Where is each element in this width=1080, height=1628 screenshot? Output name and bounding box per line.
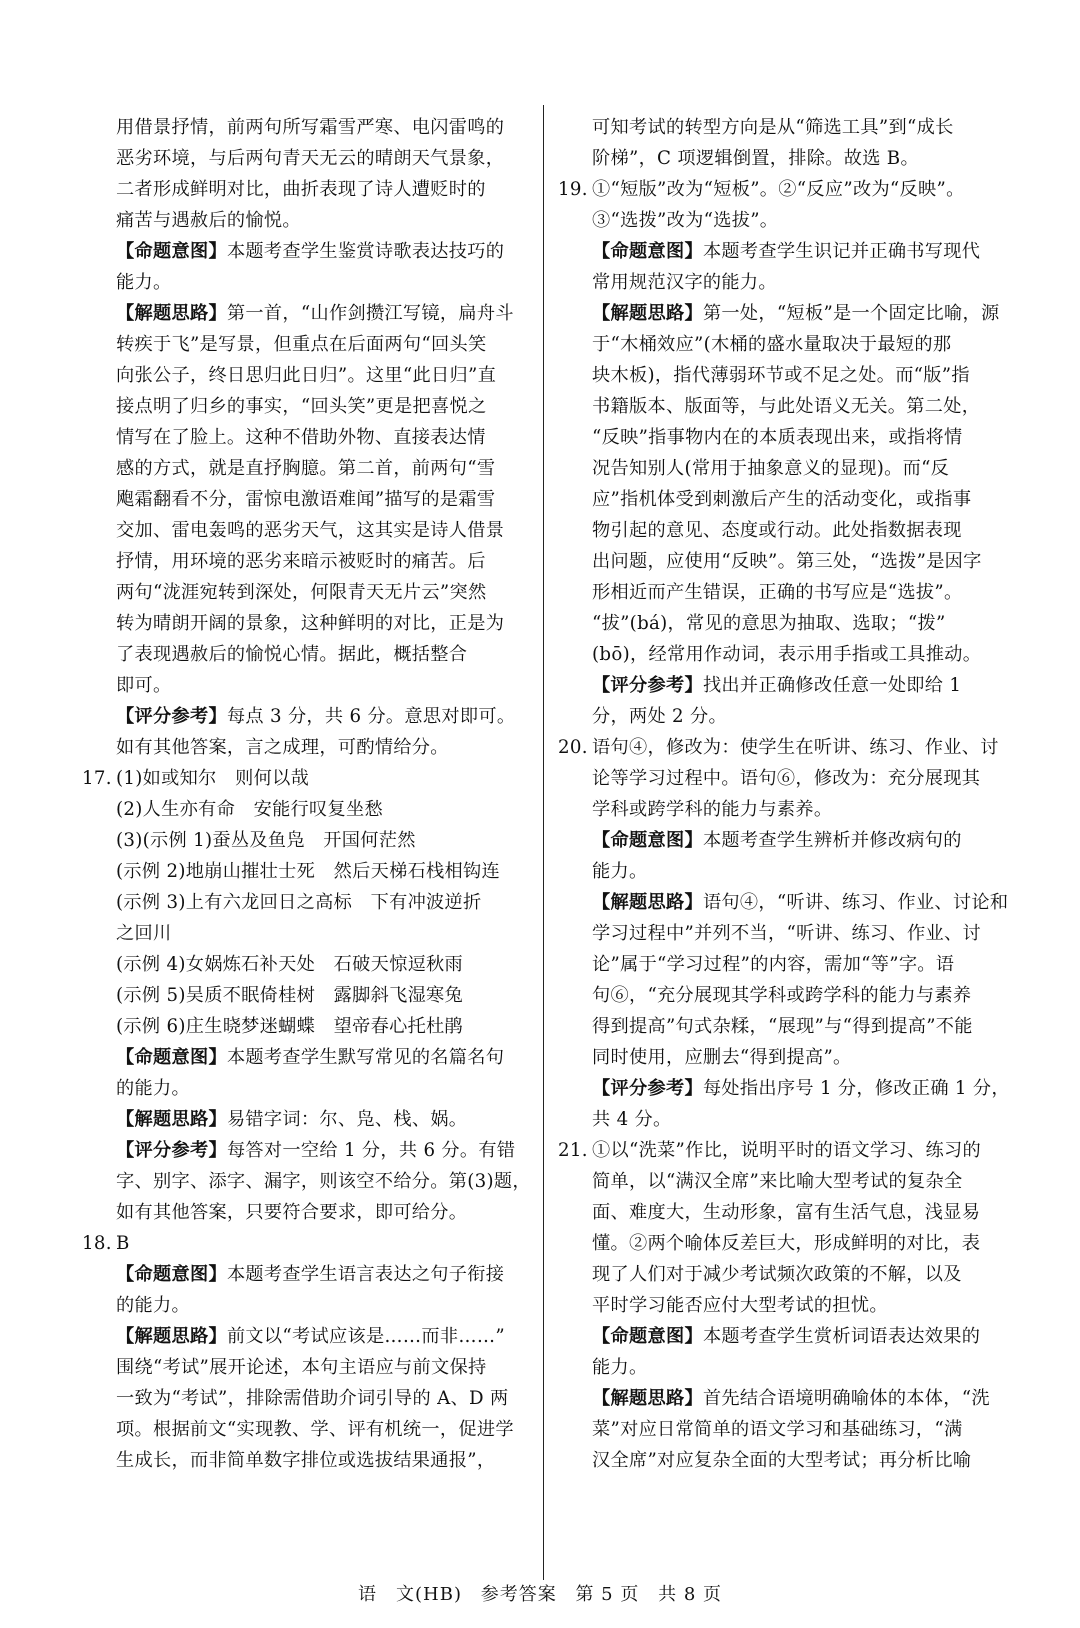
intent-line [82,236,532,267]
text-line: 菜”对应日常简单的语文学习和基础练习，“满 [592,1419,963,1440]
text-line: 书籍版本、版面等，与此处语义无关。第二处， [592,396,981,417]
question-number: 21. [558,1140,588,1161]
text-line: 转为晴朗开阔的景象，这种鲜明的对比，正是为 [116,613,505,634]
text-line: 感的方式，就是直抒胸臆。第二首，前两句“雪 [116,458,496,479]
text-line: 抒情，用环境的恶劣来暗示被贬时的痛苦。后 [116,551,486,572]
q16-continuation [82,112,532,763]
score-label: 【评分参考】 [116,706,227,727]
text-line: 能力。 [592,1357,648,1378]
text-line: 共 4 分。 [592,1109,672,1130]
text-line: ③“选拨”改为“选拔”。 [592,210,779,231]
score-text: 每处指出序号 1 分，修改正确 1 分， [702,1078,1010,1099]
score-text: 每答对一空给 1 分，共 6 分。有错 [226,1140,516,1161]
analysis-line [558,887,1013,918]
score-label: 【评分参考】 [592,675,703,696]
text-line: 常用规范汉字的能力。 [592,272,777,293]
text-line: 如有其他答案，言之成理，可酌情给分。 [116,737,449,758]
intent-line [82,1042,532,1073]
text-line: 接点明了归乡的事实，“回头笑”更是把喜悦之 [116,396,487,417]
text-line: 于“木桶效应”(木桶的盛水量取决于最短的那 [592,334,952,355]
intent-text: 本题考查学生辨析并修改病句的 [702,830,962,851]
answer-text: (1)如或知尔 则何以哉 [116,768,310,789]
text-line: 生成长，而非简单数字排位或选拔结果通报”， [116,1450,496,1471]
question-number: 17. [82,768,112,789]
question-18 [82,1228,532,1476]
analysis-line [82,1321,532,1352]
question-19 [558,174,1013,732]
answer-text: ①“短版”改为“短板”。②“反应”改为“反映”。 [592,179,965,200]
text-line: “拔”(bá)，常见的意思为抽取、选取；“拨” [592,613,946,634]
text-line: 飑霜翻看不分，雷惊电激语难闻”描写的是霜雪 [116,489,496,510]
text-line: 一致为“考试”，排除需借助介词引导的 A、D 两 [116,1388,509,1409]
score-line [558,670,1013,701]
text-line: 汉全席”对应复杂全面的大型考试；再分析比喻 [592,1450,972,1471]
text-line: 学科或跨学科的能力与素养。 [592,799,833,820]
text-line: (示例 3)上有六龙回日之高标 下有冲波逆折 [116,892,482,913]
analysis-line [82,298,532,329]
footer-doc-title: 参考答案 [480,1584,557,1605]
intent-text: 本题考查学生鉴赏诗歌表达技巧的 [226,241,505,262]
score-text: 每点 3 分，共 6 分。意思对即可。 [226,706,516,727]
text-line: 的能力。 [116,1295,190,1316]
text-line: (示例 2)地崩山摧壮士死 然后天梯石栈相钩连 [116,861,501,882]
analysis-line [558,1383,1013,1414]
text-line: (示例 6)庄生晓梦迷蝴蝶 望帝春心托杜鹃 [116,1016,464,1037]
text-line: 应”指机体受到刺激后产生的活动变化，或指事 [592,489,972,510]
text-line: 现了人们对于减少考试频次政策的不解，以及 [592,1264,962,1285]
intent-label: 【命题意图】 [592,1326,703,1347]
text-line: 句⑥，“充分展现其学科或跨学科的能力与素养 [592,985,972,1006]
text-line: 交加、雷电轰鸣的恶劣天气，这其实是诗人借景 [116,520,505,541]
text-line: 简单，以“满汉全席”来比喻大型考试的复杂全 [592,1171,963,1192]
score-line [558,1073,1013,1104]
text-line: 块木板)，指代薄弱环节或不足之处。而“版”指 [592,365,970,386]
intent-text: 本题考查学生识记并正确书写现代 [702,241,981,262]
text-line: 两句“泷涯宛转到深处，何限青天无片云”突然 [116,582,487,603]
question-21 [558,1135,1013,1476]
score-label: 【评分参考】 [116,1140,227,1161]
text-line: 用借景抒情，前两句所写霜雪严寒、电闪雷鸣的 [116,117,505,138]
analysis-line [82,1104,532,1135]
analysis-label: 【解题思路】 [116,303,227,324]
text-line: 的能力。 [116,1078,190,1099]
text-line: 项。根据前文“实现教、学、评有机统一，促进学 [116,1419,514,1440]
intent-text: 本题考查学生语言表达之句子衔接 [226,1264,505,1285]
intent-label: 【命题意图】 [116,1047,227,1068]
answer-line [558,732,1013,763]
score-label: 【评分参考】 [592,1078,703,1099]
text-line: 之回川 [116,923,172,944]
question-17 [82,763,532,1228]
text-line: 出问题，应使用“反映”。第三处，“选拨”是因字 [592,551,982,572]
column-divider [543,105,544,1580]
text-line: 如有其他答案，只要符合要求，即可给分。 [116,1202,468,1223]
text-line: (3)(示例 1)蚕丛及鱼凫 开国何茫然 [116,830,416,851]
text-line: 懂。②两个喻体反差巨大，形成鲜明的对比，表 [592,1233,981,1254]
q18-continuation [558,112,1013,174]
text-line: 论等学习过程中。语句⑥，修改为：充分展现其 [592,768,981,789]
page-footer [0,1580,1080,1606]
analysis-text: 第一首，“山作剑攒江写镜，扁舟斗 [226,303,514,324]
text-line: 转疾于飞”是写景，但重点在后面两句“回头笑 [116,334,487,355]
text-line: 论”属于“学习过程”的内容，需加“等”字。语 [592,954,955,975]
text-line: (示例 5)吴质不眠倚桂树 露脚斜飞湿寒兔 [116,985,464,1006]
footer-page-number: 第 5 页 [575,1584,640,1605]
intent-text: 本题考查学生赏析词语表达效果的 [702,1326,981,1347]
footer-total-pages: 共 8 页 [658,1584,722,1605]
text-line: 平时学习能否应付大型考试的担忧。 [592,1295,888,1316]
intent-label: 【命题意图】 [116,241,227,262]
text-line: 同时使用，应删去“得到提高”。 [592,1047,852,1068]
question-number: 20. [558,737,588,758]
intent-label: 【命题意图】 [592,241,703,262]
answer-line [558,174,1013,205]
text-line: 了表现遇赦后的愉悦心情。据此，概括整合 [116,644,468,665]
text-line: 痛苦与遇赦后的愉悦。 [116,210,301,231]
text-line: 字、别字、添字、漏字，则该空不给分。第(3)题， [116,1171,531,1192]
score-text: 找出并正确修改任意一处即给 1 [702,675,962,696]
text-line: 面、难度大，生动形象，富有生活气息，浅显易 [592,1202,981,1223]
analysis-text: 首先结合语境明确喻体的本体，“洗 [702,1388,990,1409]
score-line [82,1135,532,1166]
text-line: 二者形成鲜明对比，曲折表现了诗人遭贬时的 [116,179,486,200]
text-line: 况告知别人(常用于抽象意义的显现)。而“反 [592,458,950,479]
text-line: 向张公子，终日思归此日归”。这里“此日归”直 [116,365,497,386]
analysis-text: 第一处，“短板”是一个固定比喻，源 [702,303,1000,324]
answer-line [558,1135,1013,1166]
text-line: 能力。 [116,272,172,293]
text-line: (bō)，经常用作动词，表示用手指或工具推动。 [592,644,982,665]
intent-label: 【命题意图】 [592,830,703,851]
footer-subject: 语 文(HB) [358,1584,462,1605]
text-line: 即可。 [116,675,172,696]
intent-line [558,825,1013,856]
answer-line [82,763,532,794]
analysis-text: 易错字词：尔、凫、栈、娲。 [226,1109,468,1130]
text-line: (2)人生亦有命 安能行叹复坐愁 [116,799,384,820]
text-line: 分，两处 2 分。 [592,706,727,727]
analysis-label: 【解题思路】 [116,1109,227,1130]
text-line: 恶劣环境，与后两句青天无云的晴朗天气景象， [116,148,505,169]
text-line: 能力。 [592,861,648,882]
text-line: 形相近而产生错误，正确的书写应是“选拔”。 [592,582,963,603]
answer-text: 语句④，修改为：使学生在听讲、练习、作业、讨 [592,737,999,758]
question-20 [558,732,1013,1135]
text-line: (示例 4)女娲炼石补天处 石破天惊逗秋雨 [116,954,464,975]
analysis-label: 【解题思路】 [592,1388,703,1409]
analysis-label: 【解题思路】 [592,303,703,324]
answer-text: ①以“洗菜”作比，说明平时的语文学习、练习的 [592,1140,981,1161]
question-number: 19. [558,179,588,200]
analysis-label: 【解题思路】 [116,1326,227,1347]
intent-line [558,1321,1013,1352]
analysis-line [558,298,1013,329]
text-line: 围绕“考试”展开论述，本句主语应与前文保持 [116,1357,487,1378]
text-line: 得到提高”句式杂糅，“展现”与“得到提高”不能 [592,1016,973,1037]
intent-label: 【命题意图】 [116,1264,227,1285]
text-line: 可知考试的转型方向是从“筛选工具”到“成长 [592,117,954,138]
text-line: “反映”指事物内在的本质表现出来，或指将情 [592,427,963,448]
intent-text: 本题考查学生默写常见的名篇名句 [226,1047,505,1068]
text-line: 物引起的意见、态度或行动。此处指数据表现 [592,520,962,541]
answer-line [82,1228,532,1259]
analysis-label: 【解题思路】 [592,892,703,913]
analysis-text: 前文以“考试应该是……而非……” [226,1326,505,1347]
text-line: 阶梯”，C 项逻辑倒置，排除。故选 B。 [592,148,919,169]
question-number: 18. [82,1233,112,1254]
right-column [558,112,1013,1476]
score-line [82,701,532,732]
intent-line [82,1259,532,1290]
text-line: 情写在了脸上。这种不借助外物、直接表达情 [116,427,486,448]
intent-line [558,236,1013,267]
left-column [82,112,532,1476]
text-line: 学习过程中”并列不当，“听讲、练习、作业、讨 [592,923,981,944]
analysis-text: 语句④，“听讲、练习、作业、讨论和 [702,892,1009,913]
answer-text: B [116,1233,130,1254]
